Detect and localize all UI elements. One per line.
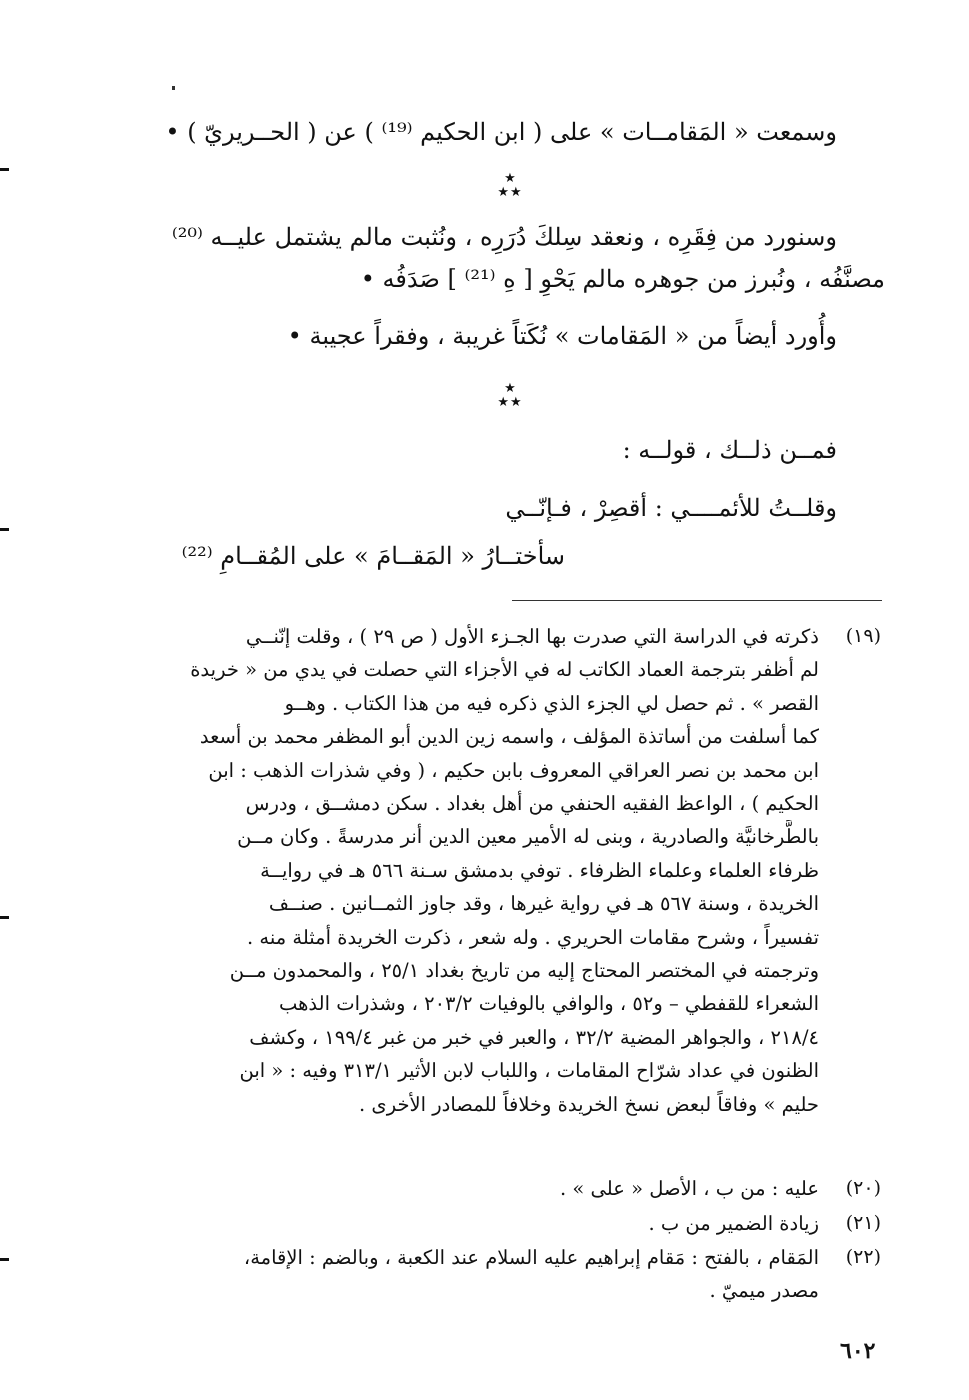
body-line-5: فمــن ذلــك ، قولــه : [622, 436, 837, 464]
footnote-line: الحكيم ) ، الواعظ الفقيه الحنفي من أهل بغداد . سكن دمشــق ، ودرس [245, 792, 819, 816]
footnote-number: (٢١) [845, 1212, 881, 1234]
footnote-line: بالطَّرخانيَّة والصادرية ، وبنى له الأمير معين الدين أنر مدرسةً . وكان مــن [237, 825, 819, 849]
footnote-line: كما أسلفت من أساتذة المؤلف ، واسمه زين الدين أبو المظفر محمد بن أسعد [199, 725, 819, 749]
page-number: ٦٠٢ [840, 1338, 876, 1364]
body-line-1: وسمعت « المَقامــات » على ( ابن الحكيم ⁽¹⁹⁾ ) عن ( الحــريريّ ) • [165, 118, 837, 146]
footnote-line: لم أظفر بترجمة العماد الكاتب له في الأجزاء التي حصلت في يدي من « خريدة [190, 658, 819, 682]
star-top: ★ [504, 171, 516, 186]
footnote-number: (٢٢) [845, 1246, 881, 1268]
body-line-2: وسنورد من فِقَرِه ، ونعقد سِلكَ دُرَرِه ، ونُثبت مالم يشتمل عليــه ⁽²⁰⁾ [171, 223, 837, 251]
section-separator-stars [490, 382, 530, 410]
margin-mark [0, 1258, 9, 1261]
section-separator-stars [490, 172, 530, 200]
footnote-number: (١٩) [845, 625, 881, 647]
footnote-text [129, 620, 819, 1121]
footnote-line: زيادة الضمير من ب . [648, 1212, 819, 1235]
footnote-line: المَقام ، بالفتح : مَقام إبراهيم عليه السلام عند الكعبة ، وبالضم : الإقامة، [243, 1246, 819, 1269]
poem-verse-1: وقلــتُ للأئمــــي : أقصِرْ ، فـإنّــي [505, 494, 837, 522]
footnote-line: حليم » وفاقاً لبعض نسخ الخريدة وخلافاً للمصادر الأخرى . [359, 1092, 819, 1116]
footnote-line: عليه : من ب ، الأصل « على » . [560, 1177, 819, 1200]
footnote-line: ٢١٨/٤ ، والجواهر المضية ٣٢/٢ ، والعبر في خبر من غبر ١٩٩/٤ ، وكشف [249, 1025, 819, 1049]
footnote-line: الظنون في عداد شرّاح المقامات ، واللباب لابن الأثير ٣١٣/١ وفيه : « ابن [239, 1059, 819, 1083]
footnote-text [129, 1241, 819, 1308]
footnote-line: ظرفاء العلماء وعلماء الظرفاء . توفي بدمشق سـنة ٥٦٦ هـ في روايــة [260, 858, 819, 882]
star-top: ★ [504, 381, 516, 396]
footnote-line: ذكرته في الدراسة التي صدرت بها الجـزء الأول ( ص ٢٩ ) ، وقلت إنّنــي [245, 625, 819, 648]
footnote-line: مصدر ميميّ . [709, 1279, 819, 1303]
margin-mark [0, 528, 9, 531]
body-line-3: مصنَّفُه ، ونُبرز من جوهره مالم يَحْوِ [ هِ ⁽²¹⁾ ] صَدَفُه • [360, 265, 885, 293]
star-bottom: ★★ [497, 185, 523, 200]
footnote-line: ابن محمد بن نصر العراقي المعروف بابن حكيم ، ( وفي شذرات الذهب : ابن [208, 758, 819, 782]
footnote-line: تفسيراً ، وشرح مقامات الحريري . وله شعر ، ذكرت الخريدة أمثلة منه . [247, 925, 819, 949]
stray-dot [172, 86, 175, 90]
margin-mark [0, 916, 9, 919]
footnote-line: الشعراء للقفطي – و٥٢ ، والوافي بالوفيات ٢٠٣/٢ ، وشذرات الذهب [278, 992, 819, 1016]
footnote-number: (٢٠) [845, 1177, 881, 1199]
margin-mark [0, 168, 9, 171]
footnote-text [129, 1172, 819, 1205]
poem-verse-2: سأختــارُ « المَقــامَ » على المُقــامِ ⁽²²⁾ [181, 542, 565, 570]
body-line-4: وأُورد أيضاً من « المَقامات » نُكَتاً غريبة ، وفقراً عجيبة • [287, 322, 837, 350]
star-bottom: ★★ [497, 395, 523, 410]
footnote-line: القصر » . ثم حصل لي الجزء الذي ذكره فيه من هذا الكتاب . وهــو [284, 691, 819, 715]
footnote-line: الخريدة ، وسنة ٥٦٧ هـ في رواية غيرها ، وقد جاوز الثمــانين . صنــف [268, 892, 819, 916]
footnote-text [129, 1207, 819, 1240]
footnote-line: وترجمته في المختصر المحتاج إليه من تاريخ بغداد ٢٥/١ ، والمحمدون مــن [229, 959, 819, 983]
footnote-separator [512, 600, 882, 601]
